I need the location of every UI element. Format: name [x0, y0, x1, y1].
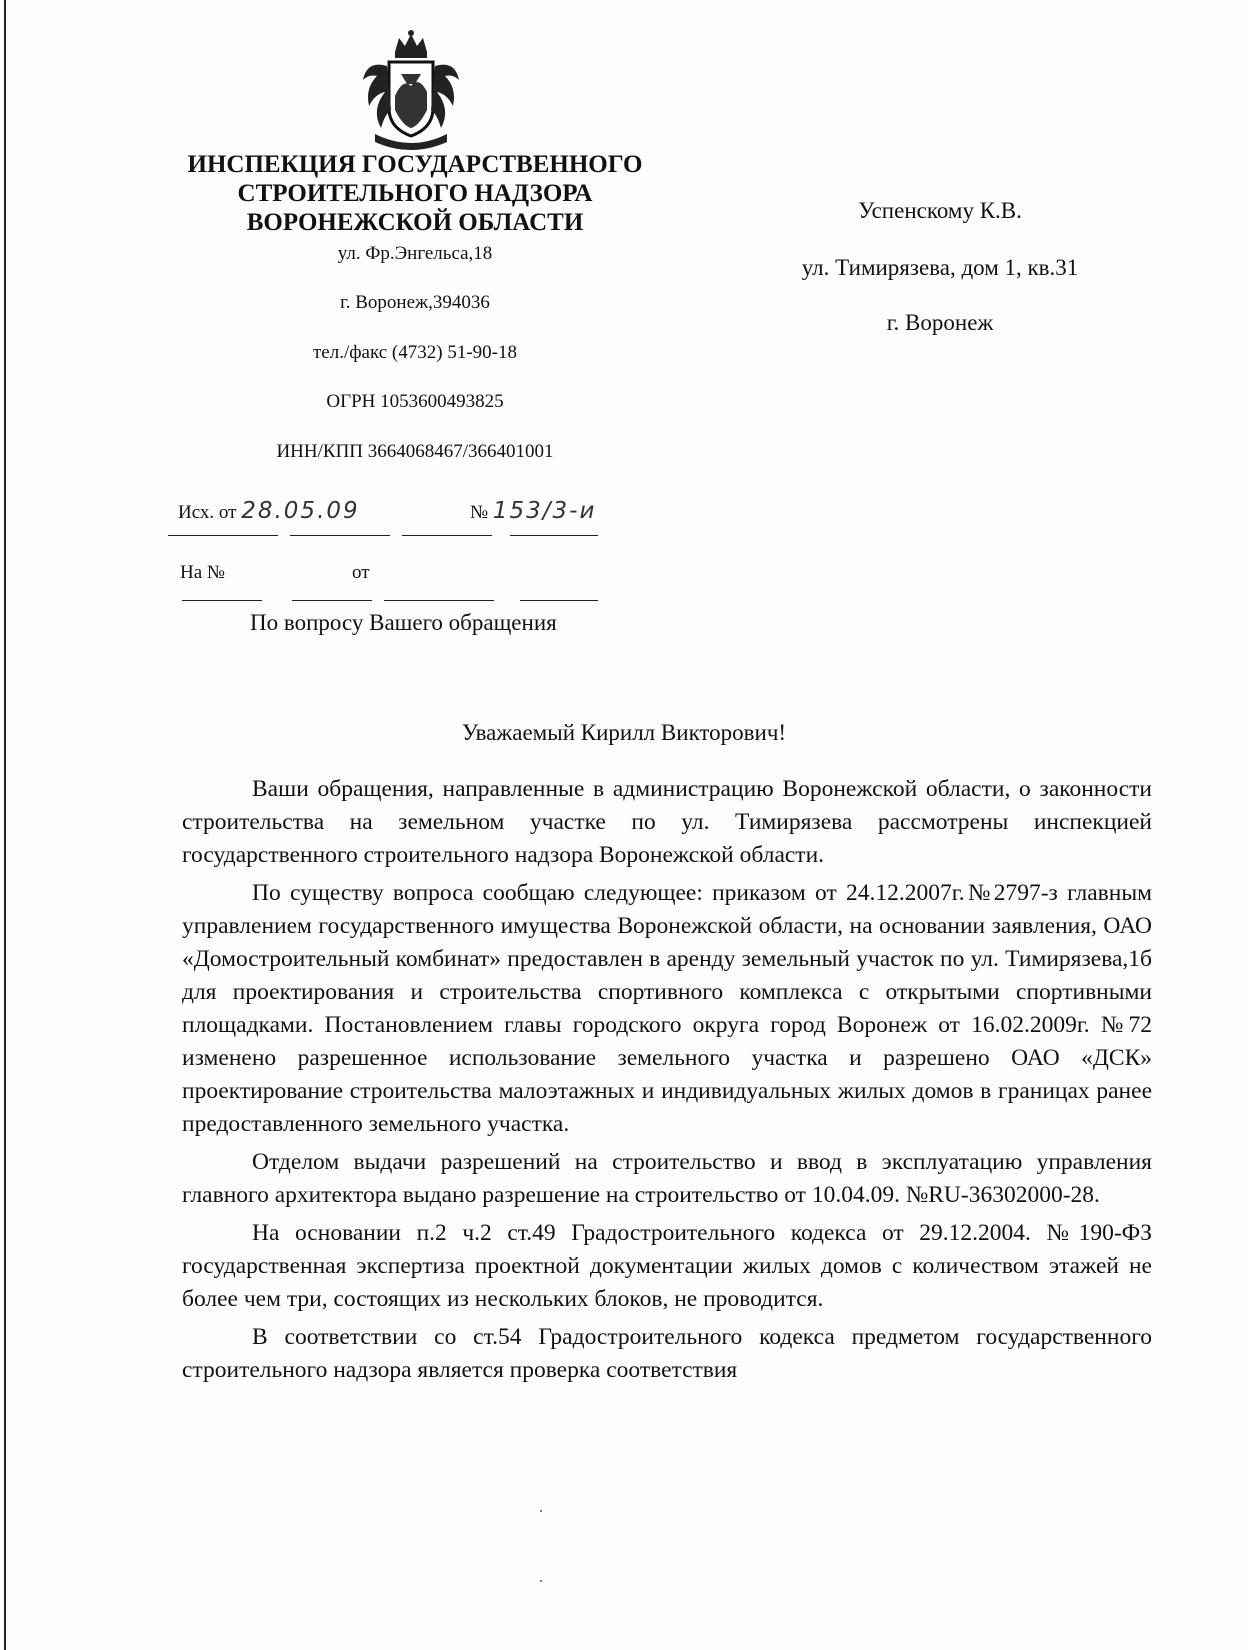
letter-subject: По вопросу Вашего обращения	[250, 610, 557, 635]
outgoing-reference	[178, 498, 360, 524]
scan-edge	[4, 0, 6, 1650]
underline	[510, 535, 598, 536]
recipient-name: Успенскому К.В.	[858, 198, 1022, 223]
org-name-line-1: ИНСПЕКЦИЯ ГОСУДАРСТВЕННОГО	[187, 151, 643, 178]
body-paragraph: Ваши обращения, направленные в администрацию Воронежской области, о законности строительства на земельном участке по ул. Тимирязева рассмотрены инспекцией государственного строительного надзора Воронежской области.	[182, 776, 1152, 868]
underline	[290, 535, 390, 536]
body-paragraph: В соответствии со ст.54 Градостроительного кодекса предметом государственного строительного надзора является проверка соответствия	[182, 1324, 1152, 1383]
underline	[384, 600, 494, 601]
recipient-address: ул. Тимирязева, дом 1, кв.31	[801, 255, 1079, 280]
reply-from-label: от	[352, 562, 370, 583]
outgoing-date: 28.05.09	[241, 498, 360, 524]
body-paragraph: По существу вопроса сообщаю следующее: приказом от 24.12.2007г.№2797-з главным управлением государственного имущества Воронежской области, на основании заявления, ОАО «Домостроительный комбинат» предоставлен в аренду земельный участок по ул. Тимирязева,1б для проектирования и строительства спортивного комплекса с открытыми спортивными площадками. Постановлением главы городского округа город Воронеж от 16.02.2009г. №72 изменено разрешенное использование земельного участка и разрешено ОАО «ДСК» проектирование строительства малоэтажных и индивидуальных жилых домов в границах ранее предоставленного земельного участка.	[182, 880, 1152, 1137]
greeting: Уважаемый Кирилл Викторович!	[461, 720, 787, 745]
underline	[182, 600, 262, 601]
org-phone: тел./факс (4732) 51-90-18	[313, 342, 517, 363]
underline	[292, 600, 372, 601]
org-city: г. Воронеж,394036	[340, 292, 490, 313]
body-paragraph: Отделом выдачи разрешений на строительство и ввод в эксплуатацию управления главного архитектора выдано разрешение на строительство от 10.04.09. №RU-36302000-28.	[182, 1149, 1152, 1208]
coat-of-arms-icon	[355, 30, 467, 152]
number-label: №	[470, 502, 489, 523]
number-value: 153/3-и	[492, 498, 597, 524]
scan-speck	[540, 1580, 542, 1582]
scan-speck	[540, 1510, 542, 1512]
underline	[402, 535, 492, 536]
org-name-line-2: СТРОИТЕЛЬНОГО НАДЗОРА	[237, 180, 593, 207]
organization-name	[160, 150, 670, 237]
outgoing-number	[470, 498, 596, 524]
letter-body	[182, 773, 1152, 1392]
org-name-line-3: ВОРОНЕЖСКОЙ ОБЛАСТИ	[246, 209, 584, 236]
org-address: ул. Фр.Энгельса,18	[337, 243, 493, 264]
body-paragraph: На основании п.2 ч.2 ст.49 Градостроительного кодекса от 29.12.2004. №190-ФЗ государственная экспертиза проектной документации жилых домов с количеством этажей не более чем три, состоящих из нескольких блоков, не проводится.	[182, 1220, 1152, 1312]
recipient-city: г. Воронеж	[886, 310, 994, 335]
outgoing-label: Исх. от	[178, 502, 237, 523]
reply-number-label: На №	[180, 562, 226, 583]
underline	[168, 535, 278, 536]
underline	[520, 600, 598, 601]
org-ogrn: ОГРН 1053600493825	[326, 391, 504, 412]
org-inn: ИНН/КПП 3664068467/366401001	[276, 441, 554, 462]
